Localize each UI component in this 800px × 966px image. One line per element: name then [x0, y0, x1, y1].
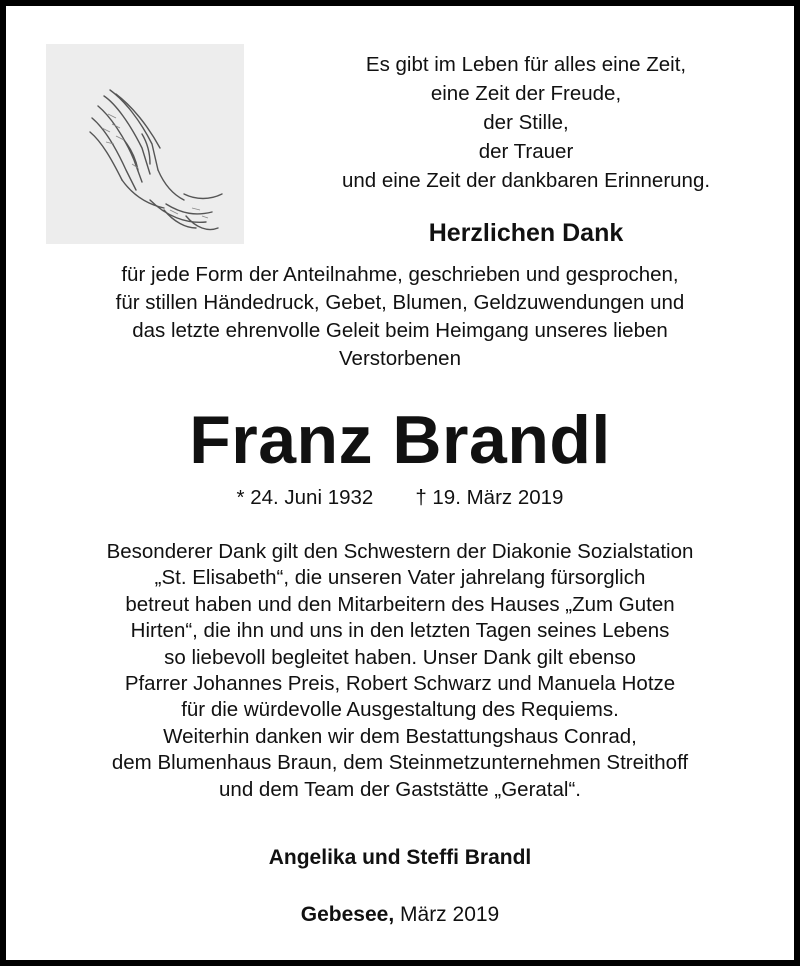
thanks-line: Verstorbenen: [339, 347, 461, 370]
signature: Angelika und Steffi Brandl: [268, 846, 532, 869]
place-date-value: März 2019: [400, 903, 500, 926]
birth-date: * 24. Juni 1932: [236, 486, 374, 509]
thanks-paragraph: [6, 261, 794, 373]
poem-line: und eine Zeit der dankbaren Erinnerung.: [341, 169, 711, 192]
poem-line: Es gibt im Leben für alles eine Zeit,: [365, 53, 687, 76]
life-dates: [6, 484, 794, 512]
body-line: für die würdevolle Ausgestaltung des Requiems.: [181, 698, 619, 722]
body-line: Weiterhin danken wir dem Bestattungshaus Conrad,: [163, 724, 637, 748]
poem-line: der Trauer: [478, 140, 574, 163]
heading: Herzlichen Dank: [428, 219, 624, 247]
poem-line: eine Zeit der Freude,: [430, 82, 622, 105]
acknowledgement-paragraph: [6, 539, 794, 803]
death-date: † 19. März 2019: [415, 486, 564, 509]
place-date: [6, 901, 794, 929]
body-line: dem Blumenhaus Braun, dem Steinmetzunternehmen Streithoff: [111, 751, 689, 775]
praying-hands-icon: [46, 44, 244, 244]
deceased-name: Franz Brandl: [189, 402, 611, 478]
body-line: betreut haben und den Mitarbeitern des Hauses „Zum Guten: [125, 592, 675, 616]
body-line: so liebevoll begleitet haben. Unser Dank gilt ebenso: [164, 645, 636, 669]
body-line: und dem Team der Gaststätte „Geratal“.: [219, 777, 581, 801]
body-line: Pfarrer Johannes Preis, Robert Schwarz und Manuela Hotze: [124, 672, 676, 696]
body-line: Hirten“, die ihn und uns in den letzten Tagen seines Lebens: [130, 619, 670, 643]
body-line: Besonderer Dank gilt den Schwestern der Diakonie Sozialstation: [106, 540, 694, 563]
poem-line: der Stille,: [483, 111, 569, 134]
thanks-line: für stillen Händedruck, Gebet, Blumen, Geldzuwendungen und: [115, 291, 685, 314]
place-town: Gebesee,: [300, 903, 395, 926]
thanks-line: das letzte ehrenvolle Geleit beim Heimgang unseres lieben: [132, 319, 668, 342]
poem: [256, 50, 796, 195]
thanks-line: für jede Form der Anteilnahme, geschrieben und gesprochen,: [121, 263, 679, 286]
praying-hands-image: [46, 44, 244, 244]
body-line: „St. Elisabeth“, die unseren Vater jahrelang fürsorglich: [154, 566, 646, 590]
